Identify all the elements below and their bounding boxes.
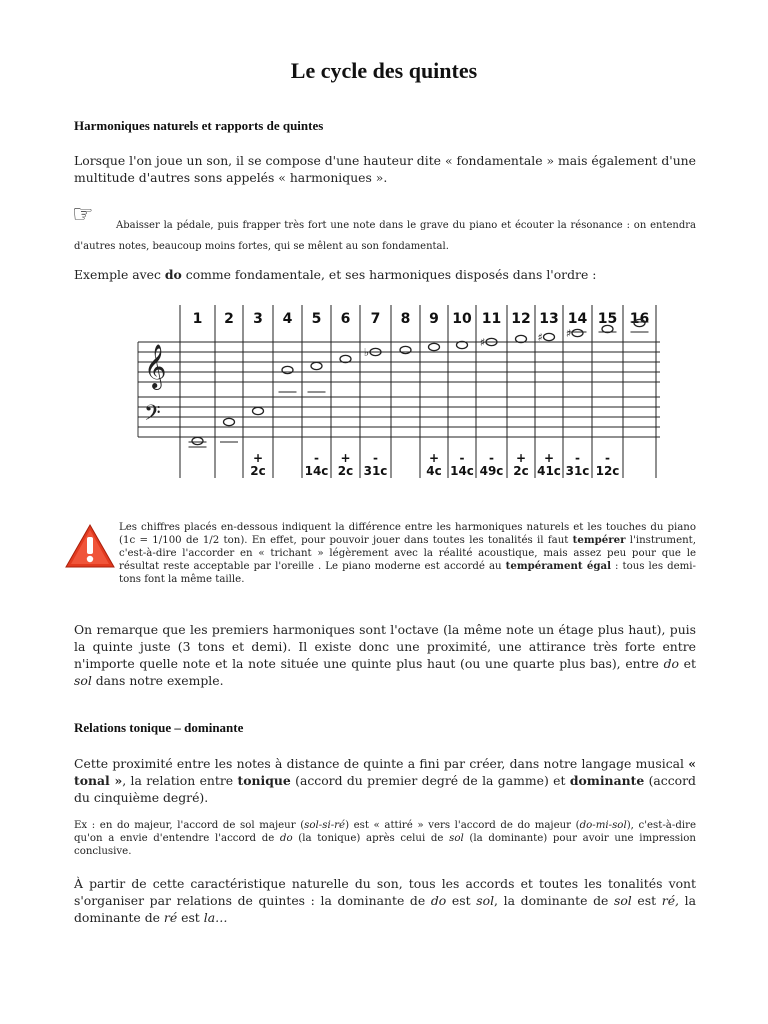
note-head — [429, 343, 440, 350]
note-head — [544, 333, 555, 340]
treble-clef: 𝄞 — [144, 344, 167, 388]
harmonic-number: 14 — [567, 311, 588, 327]
remark-paragraph: On remarque que les premiers harmoniques sont l'octave (la même note un étage plus haut), puis la quinte juste (3 tons et demi). Il existe donc une proximité, une attirance très forte entre n'importe quelle note et la note située une quinte plus haut (ou une quarte plus bas), entre do et sol dans notre exemple. — [74, 622, 696, 688]
note-head — [311, 362, 322, 369]
deviation-cents: 41c — [537, 464, 561, 478]
note-head — [516, 335, 527, 342]
harmonic-number: 9 — [429, 311, 439, 327]
accidental: ♯ — [479, 336, 486, 349]
deviation-sign: + — [252, 451, 264, 465]
deviation-sign: + — [515, 451, 527, 465]
deviation-cents: 31c — [363, 464, 388, 478]
harmonic-number: 5 — [311, 311, 322, 327]
harmonic-number: 6 — [340, 311, 351, 327]
deviation-cents: 14c — [304, 464, 329, 478]
deviation-cents: 12c — [595, 464, 620, 478]
harmonic-number: 8 — [400, 311, 411, 327]
harmonic-number: 1 — [192, 311, 203, 327]
deviation-sign: + — [340, 451, 351, 465]
accidental: ♯ — [565, 327, 572, 340]
bass-clef: 𝄢 — [144, 401, 161, 431]
deviation-cents: 2c — [250, 464, 266, 478]
harmonic-number: 7 — [370, 311, 381, 327]
harmonic-number: 13 — [539, 311, 559, 327]
tonal-paragraph: Cette proximité entre les notes à distance de quinte a fini par créer, dans notre langage musical « tonal », la relation entre tonique (accord du premier degré de la gamme) et dominante (accord du cinquième degré). — [74, 756, 696, 805]
note-head — [282, 366, 293, 373]
note-head — [224, 418, 235, 425]
conclusion-paragraph: À partir de cette caractéristique naturelle du son, tous les accords et toutes les tonalités vont s'organiser par relations de quintes : la dominante de do est sol, la dominante de sol est ré, la dominante de ré est la… — [74, 876, 696, 925]
deviation-sign: - — [373, 451, 378, 465]
note-head — [400, 346, 411, 353]
harmonic-number: 2 — [224, 311, 234, 327]
accidental: ♯ — [537, 331, 543, 344]
deviation-sign: - — [605, 451, 610, 465]
deviation-cents: 49c — [479, 464, 504, 478]
accidental: ♭ — [363, 346, 370, 359]
intro-paragraph: Lorsque l'on joue un son, il se compose d'une hauteur dite « fondamentale » mais également d'une multitude d'autres sons appelés « harmoniques ». — [74, 153, 696, 185]
deviation-sign: - — [459, 451, 465, 465]
note-head — [192, 437, 203, 444]
harmonic-number: 4 — [282, 311, 293, 327]
deviation-cents: 31c — [565, 464, 590, 478]
pointing-hand-icon: ☞ — [72, 200, 94, 228]
section-heading-tonic-dominant: Relations tonique – dominante — [74, 720, 244, 735]
harmonic-number: 16 — [629, 311, 650, 327]
deviation-cents: 4c — [426, 464, 442, 478]
deviation-sign: + — [428, 451, 440, 465]
harmonic-number: 12 — [511, 311, 531, 327]
example-paragraph: Ex : en do majeur, l'accord de sol majeur (sol-si-ré) est « attiré » vers l'accord de do majeur (do-mi-sol), c'est-à-dire qu'on a envie d'entendre l'accord de do (la tonique) après celui de sol (la dominante) pour avoir une impression conclusive. — [74, 820, 696, 857]
deviation-sign: - — [575, 451, 580, 465]
note-head — [457, 341, 468, 348]
deviation-sign: - — [314, 451, 319, 465]
deviation-cents: 2c — [513, 464, 529, 478]
note-head — [253, 407, 264, 414]
deviation-sign: - — [489, 451, 494, 465]
example-line: Exemple avec do comme fondamentale, et ses harmoniques disposés dans l'ordre : — [74, 267, 597, 282]
deviation-cents: 2c — [337, 464, 354, 478]
page-title: Le cycle des quintes — [290, 58, 478, 83]
harmonic-number: 10 — [452, 311, 472, 327]
note-head — [572, 329, 583, 336]
deviation-cents: 14c — [450, 464, 474, 478]
note-head — [340, 355, 351, 362]
harmonic-number: 15 — [597, 311, 618, 327]
deviation-sign: + — [543, 451, 555, 465]
warning-text: Les chiffres placés en-dessous indiquent la différence entre les harmoniques naturels et les touches du piano (1c = 1/100 de 1/2 ton). En effet, pour pouvoir jouer dans toutes les tonalités il faut tempérer l'instrument, c'est-à-dire l'accorder en « trichant » légèrement avec la réalité acoustique, mais assez peu pour que le résultat reste acceptable par l'oreille . Le piano moderne est accordé au tempérament égal : tous les demi-tons font la même taille. — [119, 522, 696, 585]
section-heading-harmonics: Harmoniques naturels et rapports de quintes — [74, 118, 324, 133]
harmonic-number: 3 — [253, 311, 263, 327]
tip-text: Abaisser la pédale, puis frapper très fort une note dans le grave du piano et écouter la résonance : on entendra d'autres notes, beaucoup moins fortes, qui se mêlent au son fondamental. — [74, 220, 696, 252]
harmonic-series-score — [130, 300, 670, 490]
harmonic-number: 11 — [481, 311, 502, 327]
warning-icon — [64, 522, 116, 570]
